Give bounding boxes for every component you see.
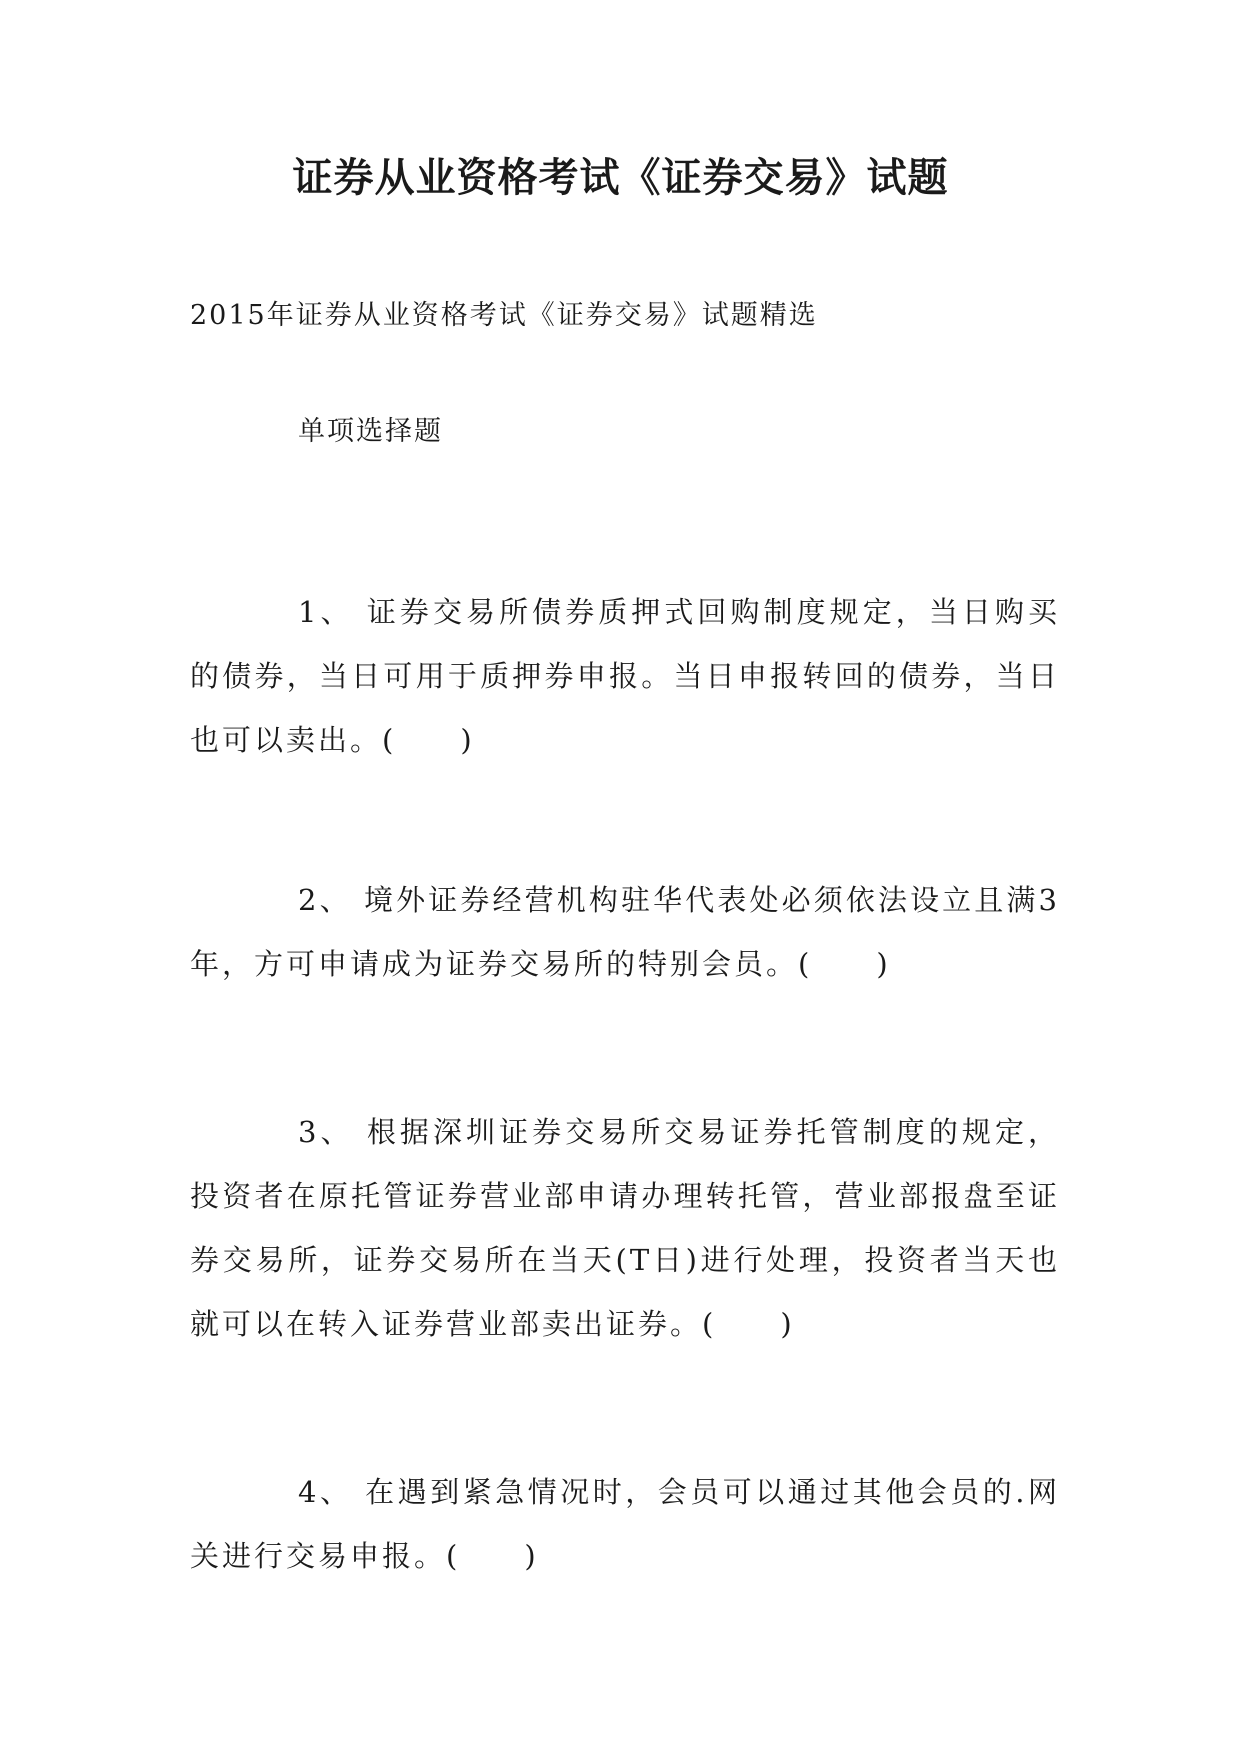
section-heading: 单项选择题 bbox=[298, 416, 443, 447]
document-subtitle: 2015年证券从业资格考试《证券交易》试题精选 bbox=[190, 300, 818, 331]
question-2: 2、 境外证券经营机构驻华代表处必须依法设立且满3年，方可申请成为证券交易所的特别会员。( ) bbox=[190, 883, 1060, 981]
document-title: 证券从业资格考试《证券交易》试题 bbox=[292, 155, 949, 201]
question-3: 3、 根据深圳证券交易所交易证券托管制度的规定，投资者在原托管证券营业部申请办理转托管，营业部报盘至证券交易所，证券交易所在当天(T日)进行处理，投资者当天也就可以在转入证券营业部卖出证券。( ) bbox=[190, 1115, 1060, 1341]
question-1: 1、 证券交易所债券质押式回购制度规定，当日购买的债券，当日可用于质押券申报。当日申报转回的债券，当日也可以卖出。( ) bbox=[190, 595, 1060, 757]
question-4: 4、 在遇到紧急情况时，会员可以通过其他会员的.网关进行交易申报。( ) bbox=[190, 1475, 1060, 1573]
